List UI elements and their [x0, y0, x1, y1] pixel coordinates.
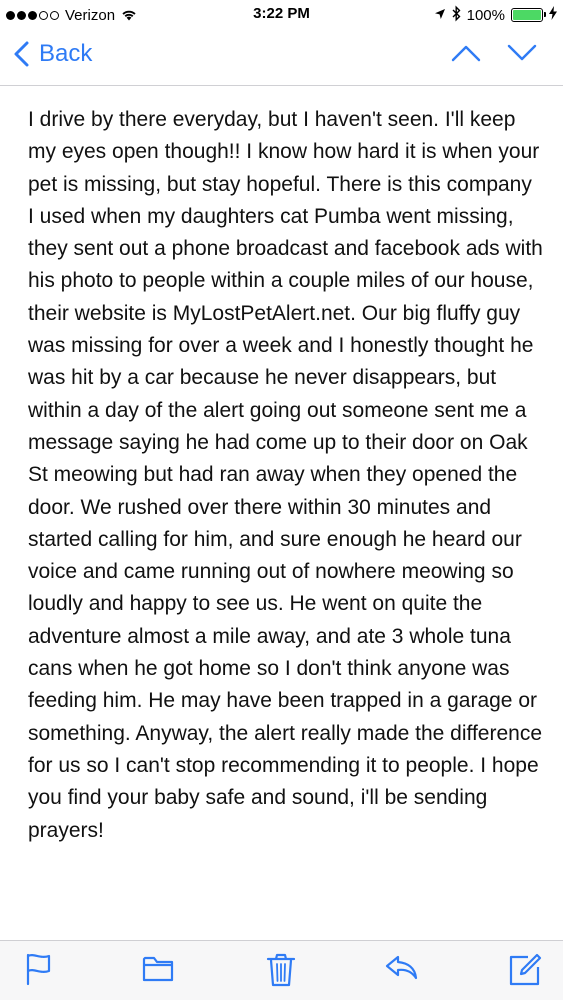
flag-button[interactable]	[24, 953, 54, 985]
trash-icon	[266, 953, 296, 987]
chevron-up-icon	[451, 44, 481, 62]
compose-button[interactable]	[508, 953, 542, 987]
back-button[interactable]	[14, 40, 92, 68]
delete-button[interactable]	[266, 953, 296, 987]
message-body: I drive by there everyday, but I haven't seen. I'll keep my eyes open though!! I know how hard it is when your pet is missing, but stay hopeful. There is this company I used when my daughters cat Pumba went missing, they sent out a phone broadcast and facebook ads with his photo to people within a couple miles of our house, their website is MyLostPetAlert.net. Our big fluffy guy was missing for over a week and I honestly thought he was hit by a car because he never disappears, but within a day of the alert going out someone sent me a message saying he had come up to their door on Oak St meowing but had ran away when they opened the door. We rushed over there within 30 minutes and started calling for him, and sure enough he heard our voice and came running out of nowhere meowing so loudly and happy to see us. He went on quite the adventure almost a mile away, and ate 3 whole tuna cans when he got home so I don't think anyone was feeding him. He may have been trapped in a garage or something. Anyway, the alert really made the difference for us so I can't stop recommending it to people. I hope you find your baby safe and sound, i'll be sending prayers!	[28, 108, 549, 842]
battery-icon	[511, 8, 543, 22]
previous-message-button[interactable]	[451, 44, 481, 67]
status-right	[434, 5, 557, 25]
move-to-folder-button[interactable]	[142, 953, 174, 983]
nav-bar	[0, 30, 563, 86]
status-time: 3:22 PM	[253, 5, 310, 22]
folder-icon	[142, 953, 174, 983]
location-icon	[434, 7, 446, 24]
bluetooth-icon	[452, 6, 461, 25]
reply-button[interactable]	[384, 953, 418, 981]
chevron-down-icon	[507, 44, 537, 62]
carrier-name: Verizon	[65, 6, 116, 24]
bottom-toolbar	[0, 940, 563, 1000]
compose-icon	[508, 953, 542, 987]
flag-icon	[24, 953, 54, 985]
chevron-left-icon	[14, 41, 29, 67]
battery-percent: 100%	[466, 6, 505, 24]
charging-icon	[549, 6, 557, 24]
reply-icon	[384, 953, 418, 981]
back-label: Back	[39, 40, 93, 67]
status-bar	[0, 0, 563, 30]
next-message-button[interactable]	[507, 44, 537, 67]
